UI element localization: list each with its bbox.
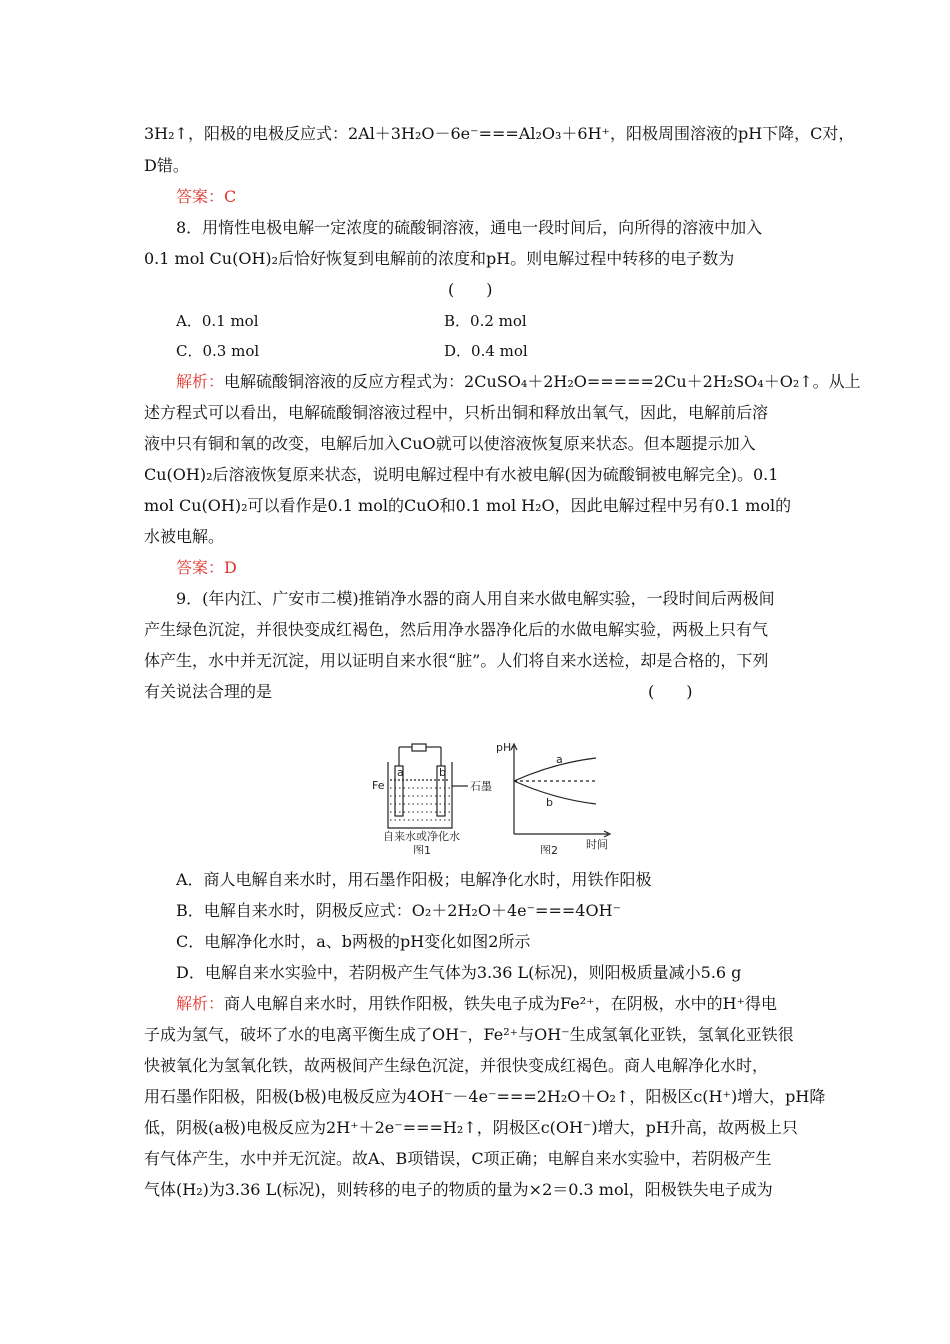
question-9-stem: 体产生，水中并无沉淀，用以证明自来水很“脏”。人们将自来水送检，却是合格的，下列 [144,651,769,670]
option-d: D．电解自来水实验中，若阴极产生气体为3.36 L(标况)，则阳极质量减小5.6 g [176,963,742,982]
analysis-line: 述方程式可以看出，电解硫酸铜溶液过程中，只析出铜和释放出氧气，因此，电解前后溶 [144,403,769,422]
analysis-text: 电解硫酸铜溶液的反应方程式为：2CuSO₄＋2H₂O=====2Cu＋2H₂SO₄＋O₂↑。从上 [224,372,861,391]
analysis-line: 气体(H₂)为3.36 L(标况)，则转移的电子的物质的量为×2＝0.3 mol，阳极铁失电子成为 [144,1180,773,1199]
question-9-stem: 产生绿色沉淀，并很快变成红褐色，然后用净水器净化后的水做电解实验，两极上只有气 [144,620,769,639]
question-9-stem: 有关说法合理的是 [144,682,273,701]
electrolysis-figure [368,736,628,854]
ph-axis-label: pH [496,741,512,754]
question-8-stem: 8．用惰性电极电解一定浓度的硫酸铜溶液，通电一段时间后，向所得的溶液中加入 [176,218,763,237]
water-label: 自来水或净化水 [383,830,460,843]
analysis-line: Cu(OH)₂后溶液恢复原来状态，说明电解过程中有水被电解(因为硫酸铜被电解完全)。0.1 [144,465,779,484]
analysis-label: 解析： [176,372,225,391]
analysis-line: 快被氧化为氢氧化铁，故两极间产生绿色沉淀，并很快变成红褐色。商人电解净化水时， [144,1056,769,1075]
electrode-a-label: a [397,766,404,779]
answer-paren: ( ) [448,280,493,299]
analysis-line: 液中只有铜和氧的改变，电解后加入CuO就可以使溶液恢复原来状态。但本题提示加入 [144,434,756,453]
option-b: B．电解自来水时，阴极反应式：O₂＋2H₂O＋4e⁻===4OH⁻ [176,901,621,920]
analysis-line: 子成为氢气，破坏了水的电离平衡生成了OH⁻，Fe²⁺与OH⁻生成氢氧化亚铁，氢氧化亚铁很 [144,1025,794,1044]
option-c: C．0.3 mol [176,342,260,360]
option-c: C．电解净化水时，a、b两极的pH变化如图2所示 [176,932,531,951]
analysis-line: 水被电解。 [144,527,225,546]
graphite-label: 石墨 [470,780,492,793]
time-axis-label: 时间 [586,838,608,851]
electrode-b-label: b [439,766,446,779]
analysis-text: 商人电解自来水时，用铁作阳极，铁失电子成为Fe²⁺，在阴极，水中的H⁺得电 [224,994,777,1013]
analysis-line [176,994,777,1014]
answer-line: 答案：D [176,558,237,577]
curve-a-label: a [556,753,563,766]
answer-paren: ( ) [648,682,693,701]
option-d: D．0.4 mol [444,342,528,360]
question-8-stem: 0.1 mol Cu(OH)₂后恰好恢复到电解前的浓度和pH。则电解过程中转移的电子数为 [144,249,735,268]
curve-b-label: b [546,796,553,809]
figure-1-cell [388,744,468,828]
analysis-line: 用石墨作阳极，阳极(b极)电极反应为4OH⁻－4e⁻===2H₂O＋O₂↑，阳极区c(H⁺)增大，pH降 [144,1087,826,1106]
answer-line: 答案：C [176,187,237,206]
analysis-label: 解析： [176,994,225,1013]
fe-label: Fe [372,779,385,792]
analysis-line [176,372,861,392]
analysis-line: mol Cu(OH)₂可以看作是0.1 mol的CuO和0.1 mol H₂O，因此电解过程中另有0.1 mol的 [144,496,792,515]
option-a: A．商人电解自来水时，用石墨作阳极；电解净化水时，用铁作阳极 [176,870,652,889]
figure-1-caption: 图1 [413,844,431,854]
option-b: B．0.2 mol [444,312,527,330]
analysis-line: 有气体产生，水中并无沉淀。故A、B项错误，C项正确；电解自来水实验中，若阴极产生 [144,1149,772,1168]
text-line: D错。 [144,156,189,175]
figure-2-caption: 图2 [540,844,558,854]
curve-a [514,758,596,781]
question-9-stem: 9．(年内江、广安市二模)推销净水器的商人用自来水做电解实验，一段时间后两极间 [176,589,775,608]
analysis-line: 低，阴极(a极)电极反应为2H⁺＋2e⁻===H₂↑，阴极区c(OH⁻)增大，pH升高，故两极上只 [144,1118,798,1137]
text-line: 3H₂↑，阳极的电极反应式：2Al＋3H₂O－6e⁻===Al₂O₃＋6H⁺，阳极周围溶液的pH下降，C对， [144,124,855,143]
curve-b [514,781,596,804]
option-a: A．0.1 mol [176,312,259,330]
